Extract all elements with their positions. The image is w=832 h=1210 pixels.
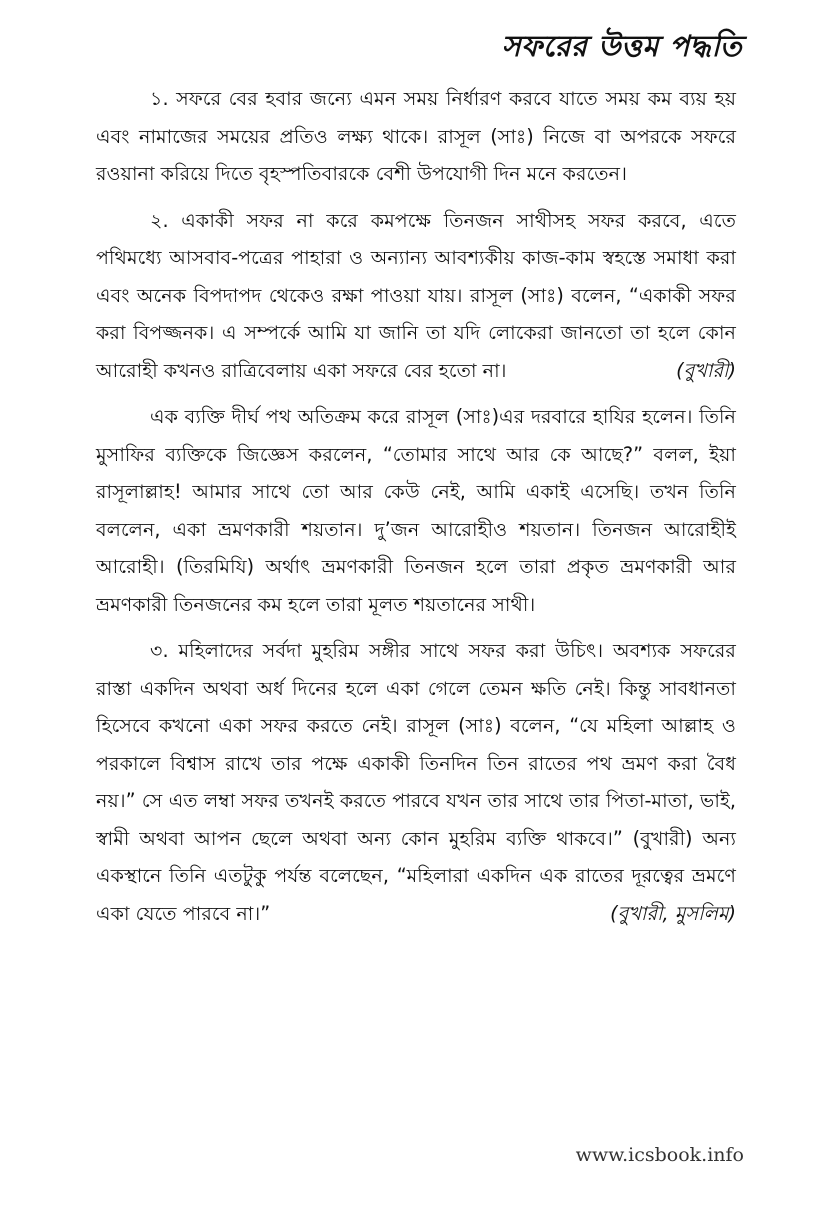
footer-website: www.icsbook.info [575, 1144, 744, 1166]
paragraph-text: এক ব্যক্তি দীর্ঘ পথ অতিক্রম করে রাসূল (সাঃ)এর দরবারে হাযির হলেন। তিনি মুসাফির ব্যক্তিকে জিজ্ঞেস করলেন, “তোমার সাথে আর কে আছে?” বলল, ইয়া রাসূলাল্লাহ! আমার সাথে তো আর কেউ নেই, আমি একাই এসেছি। তখন তিনি বললেন, একা ভ্রমণকারী শয়তান। দু’জন আরোহীও শয়তান। তিনজন আরোহীই আরোহী। (তিরমিযি) অর্থাৎ ভ্রমণকারী তিনজন হলে তারা প্রকৃত ভ্রমণকারী আর ভ্রমণকারী তিনজনের কম হলে তারা মূলত শয়তানের সাথী। [96, 405, 736, 616]
paragraph-text: ২. একাকী সফর না করে কমপক্ষে তিনজন সাথীসহ সফর করবে, এতে পথিমধ্যে আসবাব-পত্রের পাহারা ও অন্যান্য আবশ্যকীয় কাজ-কাম স্বহস্তে সমাধা করা এবং অনেক বিপদাপদ থেকেও রক্ষা পাওয়া যায়। রাসূল (সাঃ) বলেন, “একাকী সফর করা বিপজ্জনক। এ সম্পর্কে আমি যা জানি তা যদি লোকেরা জানতো তা হলে কোন আরোহী কখনও রাত্রিবেলায় একা সফরে বের হতো না। [96, 208, 736, 382]
citation: (বুখারী) [676, 358, 736, 382]
citation: (বুখারী, মুসলিম) [610, 901, 736, 925]
main-text [96, 80, 736, 941]
paragraph-4 [96, 632, 736, 932]
paragraph-2 [96, 202, 736, 390]
paragraph-3 [96, 398, 736, 623]
paragraph-text: ১. সফরে বের হবার জন্যে এমন সময় নির্ধারণ করবে যাতে সময় কম ব্যয় হয় এবং নামাজের সময়ের প্রতিও লক্ষ্য থাকে। রাসূল (সাঃ) নিজে বা অপরকে সফরে রওয়ানা করিয়ে দিতে বৃহস্পতিবারকে বেশী উপযোগী দিন মনে করতেন। [96, 87, 736, 185]
paragraph-1 [96, 80, 736, 193]
page-title: সফরের উত্তম পদ্ধতি [501, 29, 742, 63]
paragraph-text: ৩. মহিলাদের সর্বদা মুহরিম সঙ্গীর সাথে সফর করা উচিৎ। অবশ্যক সফরের রাস্তা একদিন অথবা অর্ধ দিনের হলে একা গেলে তেমন ক্ষতি নেই। কিন্তু সাবধানতা হিসেবে কখনো একা সফর করতে নেই। রাসূল (সাঃ) বলেন, “যে মহিলা আল্লাহ ও পরকালে বিশ্বাস রাখে তার পক্ষে একাকী তিনদিন তিন রাতের পথ ভ্রমণ করা বৈধ নয়।” সে এত লম্বা সফর তখনই করতে পারবে যখন তার সাথে তার পিতা-মাতা, ভাই, স্বামী অথবা আপন ছেলে অথবা অন্য কোন মুহরিম ব্যক্তি থাকবে।” (বুখারী) অন্য একস্থানে তিনি এতটুকু পর্যন্ত বলেছেন, “মহিলারা একদিন এক রাতের দূরত্বের ভ্রমণে একা যেতে পারবে না।” [96, 639, 736, 925]
